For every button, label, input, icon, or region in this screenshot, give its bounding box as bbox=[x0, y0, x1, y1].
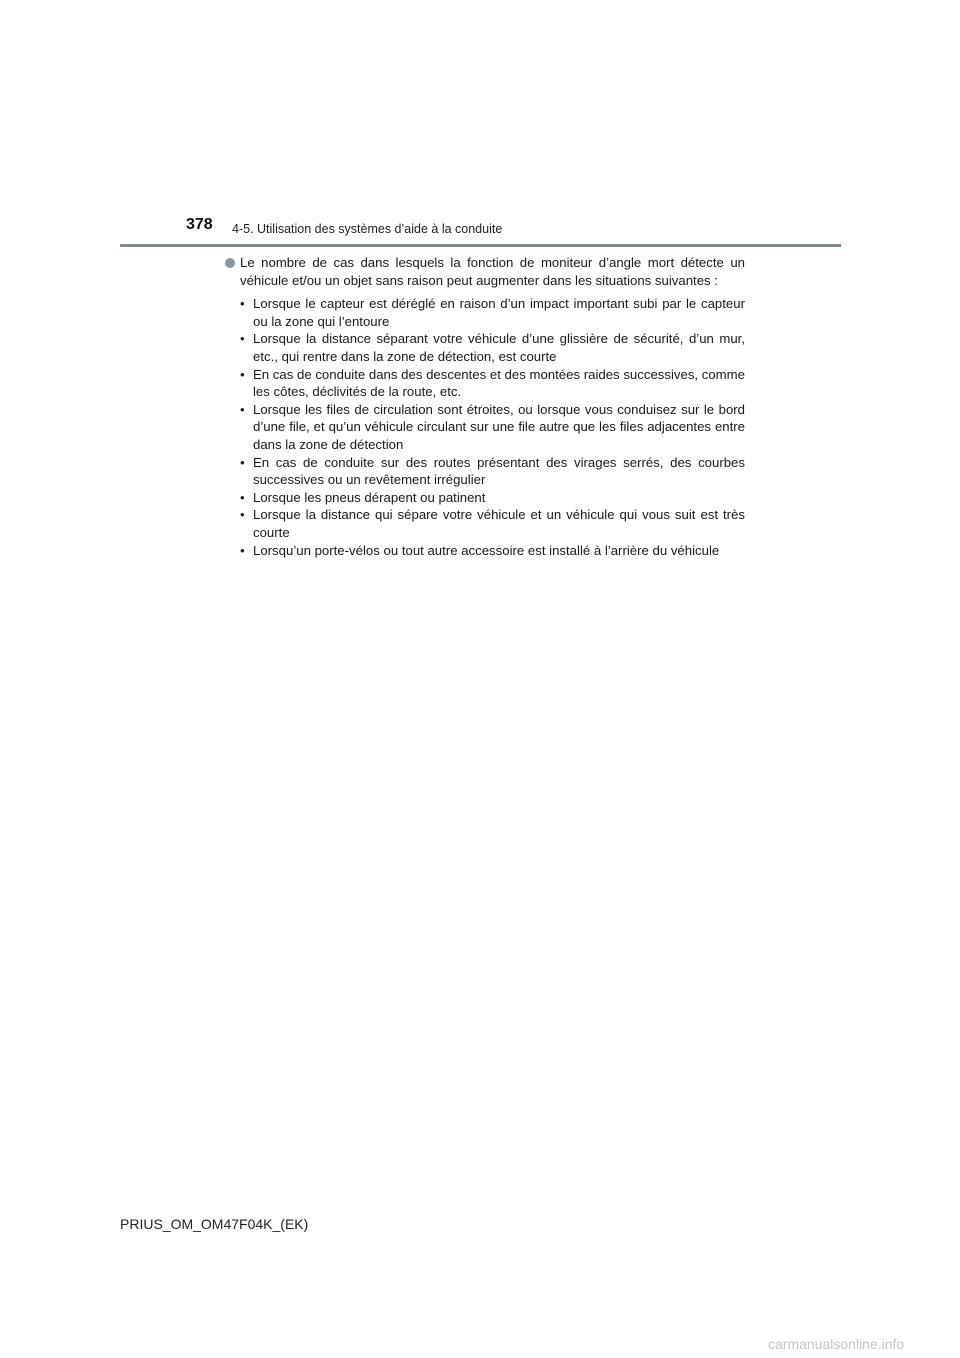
page-number: 378 bbox=[186, 216, 213, 233]
intro-paragraph bbox=[225, 254, 745, 289]
list-item bbox=[240, 295, 745, 330]
list-item bbox=[240, 401, 745, 454]
list-item-text: Lorsque la distance qui sépare votre véhicule et un véhicule qui vous suit est très courte bbox=[253, 507, 745, 540]
footer-doc-code: PRIUS_OM_OM47F04K_(EK) bbox=[120, 1216, 309, 1232]
section-title: 4-5. Utilisation des systèmes d’aide à la conduite bbox=[232, 222, 503, 236]
bullet-dot: • bbox=[240, 401, 245, 417]
list-item bbox=[240, 506, 745, 541]
list-item-text: Lorsque les pneus dérapent ou patinent bbox=[253, 489, 486, 505]
bullet-dot: • bbox=[240, 366, 245, 382]
bullet-dot: • bbox=[240, 489, 245, 505]
bullet-dot: • bbox=[240, 454, 245, 470]
watermark-link[interactable]: carmanualsonline.info bbox=[768, 1336, 905, 1352]
list-item bbox=[240, 454, 745, 489]
bullet-dot: • bbox=[240, 296, 245, 312]
list-item-text: Lorsqu’un porte-vélos ou tout autre accessoire est installé à l’arrière du véhicule bbox=[253, 542, 720, 558]
list-item-text: Lorsque le capteur est déréglé en raison d’un impact important subi par le capteur ou la zone qui l’entoure bbox=[253, 296, 745, 329]
circle-bullet-icon bbox=[225, 258, 235, 268]
header-rule bbox=[120, 244, 841, 247]
situations-list bbox=[225, 295, 745, 559]
list-item-text: Lorsque la distance séparant votre véhicule d’une glissière de sécurité, d’un mur, etc., qui rentre dans la zone de détection, est courte bbox=[253, 331, 745, 364]
list-item bbox=[240, 366, 745, 401]
bullet-dot: • bbox=[240, 542, 245, 558]
intro-text: Le nombre de cas dans lesquels la fonction de moniteur d’angle mort détecte un véhicule et/ou un objet sans raison peut augmenter dans les situations suivantes : bbox=[240, 255, 745, 288]
list-item bbox=[240, 542, 745, 560]
content bbox=[225, 254, 745, 559]
bullet-dot: • bbox=[240, 507, 245, 523]
list-item-text: Lorsque les files de circulation sont étroites, ou lorsque vous conduisez sur le bord d’une file, et qu’un véhicule circulant sur une file autre que les files adjacentes entre dans la zone de détection bbox=[253, 401, 745, 452]
list-item bbox=[240, 489, 745, 507]
list-item-text: En cas de conduite sur des routes présentant des virages serrés, des courbes successives ou un revêtement irrégulier bbox=[253, 454, 745, 488]
bullet-dot: • bbox=[240, 331, 245, 347]
list-item-text: En cas de conduite dans des descentes et des montées raides successives, comme les côtes, déclivités de la route, etc. bbox=[253, 366, 745, 400]
list-item bbox=[240, 330, 745, 365]
